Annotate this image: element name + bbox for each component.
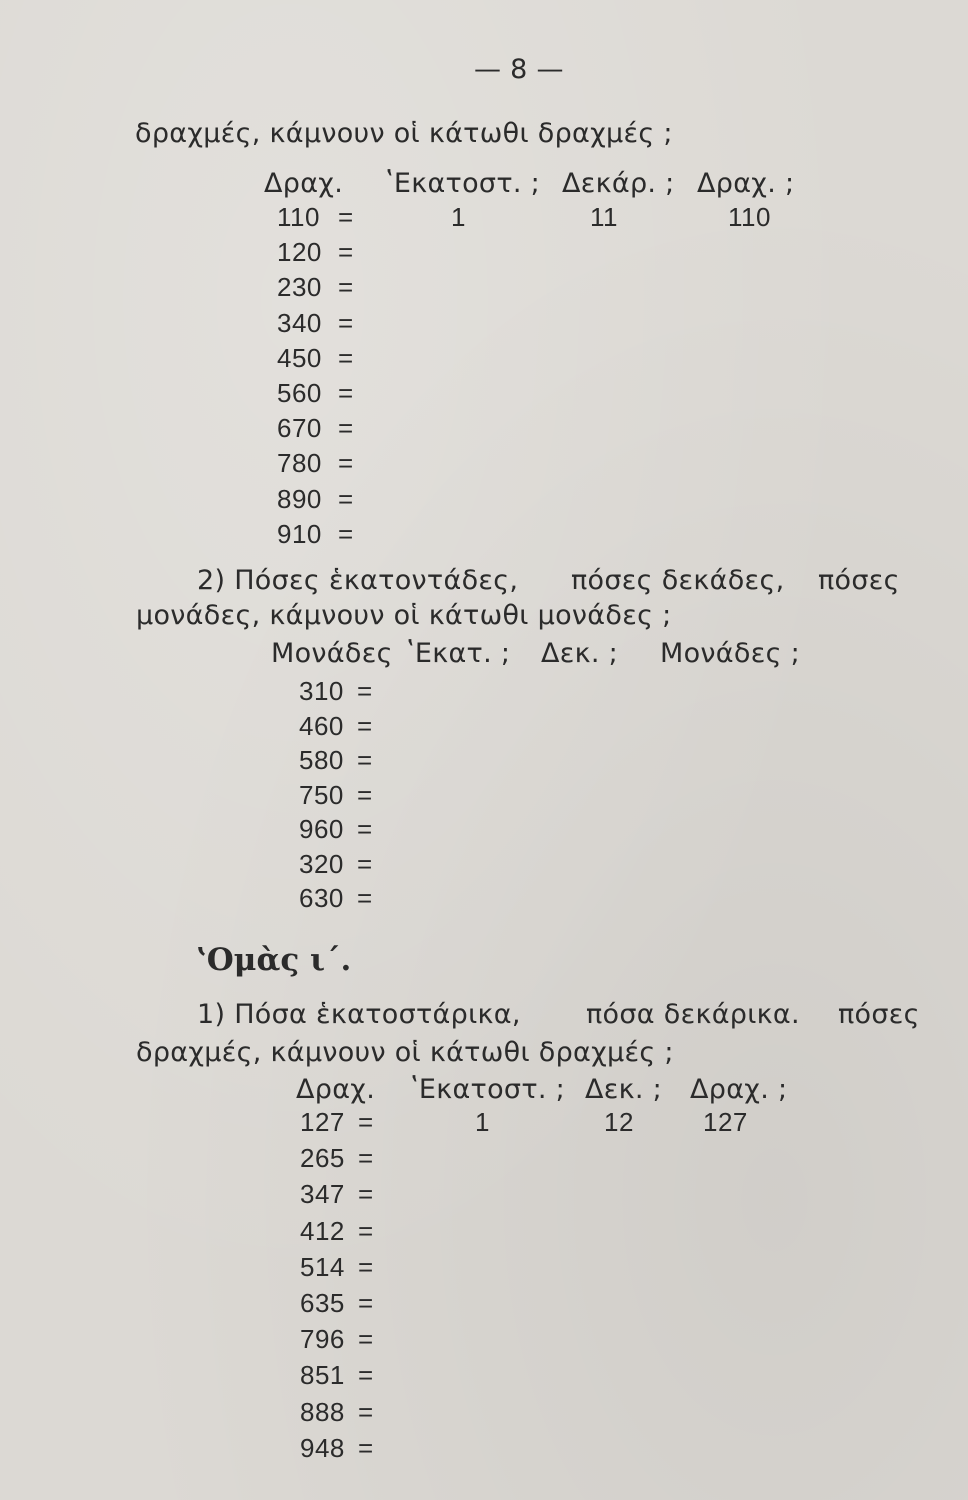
table-3-row-equals: = xyxy=(358,1360,374,1391)
table-3-row-equals: = xyxy=(358,1215,374,1246)
table-1-row-value: 230 xyxy=(277,272,322,303)
group-heading: ʽΟμὰς ι΄. xyxy=(196,942,352,978)
table-3-row-equals: = xyxy=(358,1396,374,1427)
table-3-row-equals: = xyxy=(358,1179,374,1210)
table-1-row-value: 560 xyxy=(277,378,322,408)
table-2-header-tens: Δεκ. ; xyxy=(541,638,619,669)
table-2-row-value: 460 xyxy=(299,710,344,741)
table-1-row-value: 450 xyxy=(277,342,322,373)
table-3-header-tens: Δεκ. ; xyxy=(585,1074,663,1105)
table-2-row-equals: = xyxy=(357,883,373,913)
table-1-example-drach: 110 xyxy=(728,202,771,232)
table-3-row-equals: = xyxy=(358,1143,374,1174)
question-2-part-1: 2) Πόσες ἑκατοντάδες, xyxy=(197,565,519,596)
table-3-row-value: 635 xyxy=(300,1288,345,1318)
table-3-header-drach: Δραχ. xyxy=(296,1074,376,1105)
table-3-row-value: 948 xyxy=(300,1432,345,1463)
table-3-row-value: 265 xyxy=(300,1143,345,1174)
table-2-row-equals: = xyxy=(357,814,373,844)
table-1-row-equals: = xyxy=(338,378,354,408)
question-1-part-1: 1) Πόσα ἑκατοστάρικα, xyxy=(197,999,521,1030)
table-1-row-value: 780 xyxy=(277,448,322,479)
table-2-row-value: 960 xyxy=(299,814,344,844)
table-2-row-value: 320 xyxy=(299,848,344,879)
table-1-row-equals: = xyxy=(338,483,354,514)
table-3-row-value: 888 xyxy=(300,1396,345,1427)
table-3-row-equals: = xyxy=(358,1432,374,1463)
table-1-row-value: 120 xyxy=(277,237,322,268)
table-1-row-value: 340 xyxy=(277,307,322,338)
table-1-row-equals: = xyxy=(338,202,354,232)
table-1-row-equals: = xyxy=(338,448,354,479)
table-1-example-tens: 11 xyxy=(590,202,618,232)
table-3-header-drach-answer: Δραχ. ; xyxy=(690,1074,788,1105)
table-3-row-value: 851 xyxy=(300,1360,345,1391)
table-2-row-value: 630 xyxy=(299,883,344,913)
table-3-header-hundreds: ʽΕκατοστ. ; xyxy=(410,1074,566,1105)
question-1-line-2: δραχμές, κάμνουν οἱ κάτωθι δραχμές ; xyxy=(136,1037,674,1068)
table-3-row-equals: = xyxy=(358,1107,374,1137)
table-3-row-value: 127 xyxy=(300,1107,345,1137)
table-3-row-equals: = xyxy=(358,1288,374,1318)
table-3-row-value: 347 xyxy=(300,1179,345,1210)
table-2-row-equals: = xyxy=(357,848,373,879)
table-3-row-value: 412 xyxy=(300,1215,345,1246)
table-1-row-value: 110 xyxy=(277,202,320,232)
question-2-line-2: μονάδες, κάμνουν οἱ κάτωθι μονάδες ; xyxy=(136,600,672,631)
table-1-row-equals: = xyxy=(338,518,354,549)
question-2-part-3: πόσες xyxy=(818,565,900,596)
table-1-row-equals: = xyxy=(338,413,354,444)
question-1-part-3: πόσες xyxy=(838,999,920,1030)
table-3-row-value: 796 xyxy=(300,1324,345,1355)
question-1-part-2: πόσα δεκάρικα. xyxy=(586,999,800,1030)
table-1-row-equals: = xyxy=(338,272,354,303)
page-number: — 8 — xyxy=(474,54,564,85)
table-1-row-value: 670 xyxy=(277,413,322,444)
table-1-row-equals: = xyxy=(338,307,354,338)
table-2-row-equals: = xyxy=(357,779,373,810)
table-2-header-units-answer: Μονάδες ; xyxy=(660,638,801,669)
table-1-row-value: 910 xyxy=(277,518,322,549)
table-1-row-value: 890 xyxy=(277,483,322,514)
table-2-row-equals: = xyxy=(357,676,373,706)
table-2-header-hundreds: ʽΕκατ. ; xyxy=(406,638,511,669)
table-2-row-value: 750 xyxy=(299,779,344,810)
table-3-example-hundreds: 1 xyxy=(475,1107,490,1137)
table-1-example-hundreds: 1 xyxy=(451,202,466,232)
table-3-row-value: 514 xyxy=(300,1251,345,1282)
table-3-row-equals: = xyxy=(358,1251,374,1282)
table-3-row-equals: = xyxy=(358,1324,374,1355)
table-1-row-equals: = xyxy=(338,237,354,268)
intro-line: δραχμές, κάμνουν οἱ κάτωθι δραχμές ; xyxy=(135,118,673,149)
table-1-row-equals: = xyxy=(338,342,354,373)
table-2-header-units: Μονάδες xyxy=(271,638,393,669)
table-3-example-tens: 12 xyxy=(604,1107,634,1137)
table-3-example-drach: 127 xyxy=(703,1107,748,1137)
table-1-header-hundreds: ʽΕκατοστ. ; xyxy=(385,168,541,199)
table-1-header-tens: Δεκάρ. ; xyxy=(562,168,675,199)
table-2-row-equals: = xyxy=(357,710,373,741)
table-1-header-drach: Δραχ. xyxy=(264,168,344,199)
table-2-row-equals: = xyxy=(357,745,373,775)
table-1-header-drach-answer: Δραχ. ; xyxy=(697,168,795,199)
table-2-row-value: 310 xyxy=(299,676,344,706)
table-2-row-value: 580 xyxy=(299,745,344,775)
question-2-part-2: πόσες δεκάδες, xyxy=(571,565,785,596)
